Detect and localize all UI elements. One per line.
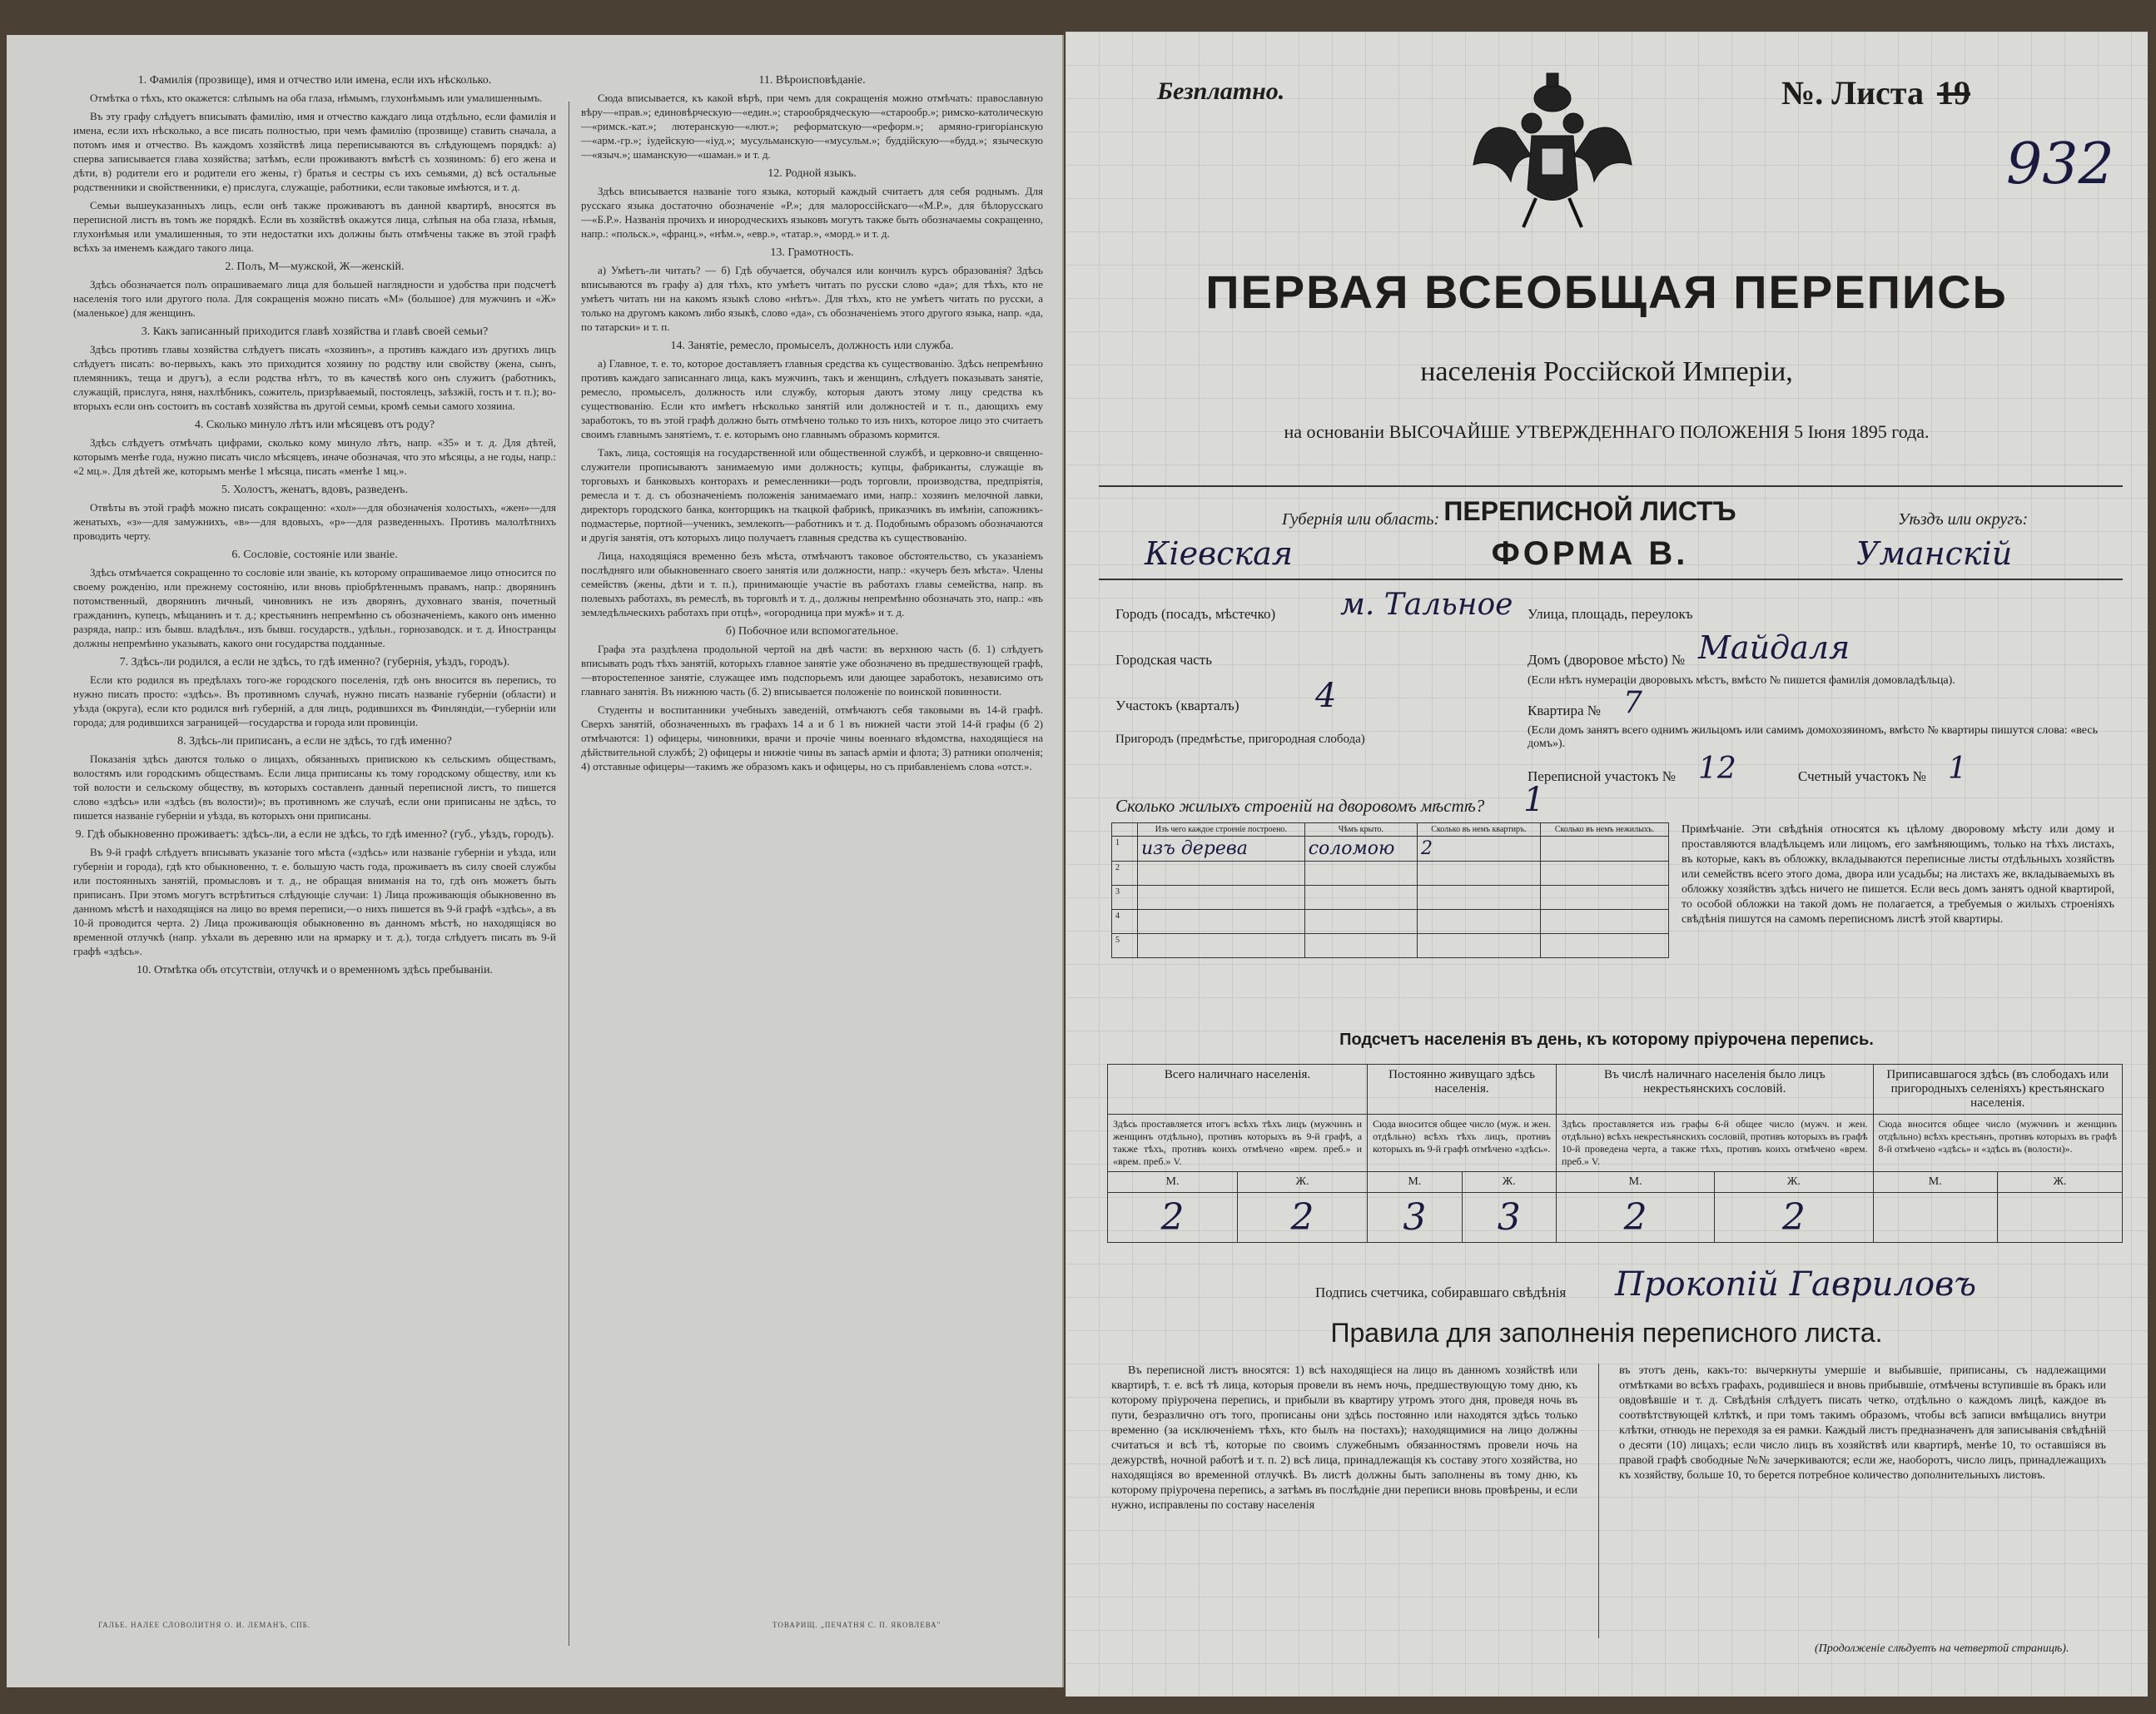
instruction-heading: 6. Сословіе, состояніе или званіе. (231, 549, 398, 561)
uezd-value: Уманскій (1856, 535, 2013, 572)
build-cell-apts (1417, 862, 1540, 886)
city-label: Городъ (посадъ, мѣстечко) (1115, 606, 1276, 622)
left-column-instructions (73, 68, 556, 1633)
instruction-heading: 14. Занятіе, ремесло, промыселъ, должность или служба. (670, 340, 954, 352)
instruction-heading: 5. Холостъ, женатъ, вдовъ, разведенъ. (221, 484, 409, 496)
male-label: М. (1108, 1172, 1238, 1193)
note-text: Примѣчаніе. Эти свѣдѣнія относятся къ цѣлому дворовому мѣсту или дому и проставляются владѣльцемъ или лицомъ, его замѣняющимъ, только на тѣхъ листахъ, въ которые, какъ въ обложку, вкладываются переписные листы отдѣльныхъ хозяйствъ или семействъ всего этого дома, двора или усадьбы; на листахъ же, вкладываемыхъ въ обложку хозяйствъ здѣсь ничего не пишется. Если весь домъ занятъ одной квартирой, то особой обложки на такой домъ не полагается, а требуемыя о жилыхъ строеніяхъ свѣдѣнія пишутся на самомъ переписномъ листѣ этой квартиры. (1682, 823, 2114, 926)
free-label: Безплатно. (1157, 77, 1285, 105)
count-title: Подсчетъ населенія въ день, къ которому пріурочена перепись. (1339, 1031, 1874, 1049)
schetny-uchastok-label: Счетный участокъ № (1798, 768, 1926, 784)
count-col-desc: Здѣсь проставляется изъ графы 6-й общее число (мужч. и жен. отдѣльно) всѣхъ некрестьянскихъ сословій, противъ которыхъ въ графѣ 10-й проведена черта, а также тѣхъ, противъ коихъ отмѣчено «врем. преб.» V. (1557, 1115, 1874, 1172)
handwritten-sheet-number: 932 (2006, 132, 2114, 197)
instruction-heading: 13. Грамотность. (770, 246, 854, 259)
build-cell-apts (1417, 934, 1540, 958)
house-value: Майдаля (1698, 629, 1850, 666)
instruction-heading: 1. Фамилія (прозвище), имя и отчество или имена, если ихъ нѣсколько. (137, 74, 492, 87)
rules-right-text: въ этотъ день, какъ-то: вычеркнуты умершіе и выбывшіе, приписаны, съ надлежащими отмѣтками во всѣхъ графахъ, родившіеся и вновь прибывшіе, отмѣчены вступившіе въ бракъ или овдовѣвшіе и т. д. Свѣдѣнія слѣдуетъ писать четко, отдѣльно о каждомъ лицѣ, каждое въ соотвѣтствующей клѣткѣ, и при томъ такимъ образомъ, чтобы всѣ записи вмѣщались внутри клѣтки, отнюдь не переходя за ея рамки. Каждый листъ предназначенъ для записыванія свѣдѣній о десяти (10) лицахъ; если число лицъ въ хозяйствѣ или квартирѣ, менѣе 10, то оставшіяся въ правой графѣ свободные №№ зачеркиваются; если же, наоборотъ, число лицъ, принадлежащихъ къ хозяйству, больше 10, то берется потребное количество дополнительныхъ листовъ. (1619, 1364, 2106, 1482)
instruction-heading: 8. Здѣсь-ли приписанъ, а если не здѣсь, то гдѣ именно? (177, 735, 452, 748)
build-cell-material (1138, 910, 1305, 934)
count-col-header: Въ числѣ наличнаго населенія было лицъ некрестьянскихъ сословій. (1557, 1065, 1874, 1115)
female-label: Ж. (1997, 1172, 2122, 1193)
sheet-number-crossed: 19 (1936, 74, 1970, 112)
female-count: 3 (1462, 1193, 1556, 1243)
rules-left-text: Въ переписной листъ вносятся: 1) всѣ находящіеся на лицо въ данномъ хозяйствѣ или квартирѣ, т. е. всѣ тѣ лица, которыя провели въ немъ ночь, предшествующую тому дню, къ которому пріурочена перепись, и прибыли въ квартиру утромъ этого дня, проведя ночь въ пути, безразлично отъ того, прописаны они здѣсь постоянно или находятся здѣсь только временно (за исключеніемъ тѣхъ, кто былъ на постахъ); находящимися на лицо должны считаться и всѣ тѣ, которые по своимъ служебнымъ обязанностямъ провели ночь на дежурствѣ, ночной работѣ и т. п. 2) всѣ лица, принадлежащія къ составу этого хозяйства, но находящіяся во временной отлучкѣ. Въ листѣ должны быть заполнены въ тому дню, къ которому пріурочена перепись, а затѣмъ въ послѣдніе дни переписи вновь провѣрены, и если нужно, исправлены по составу населенія (1111, 1364, 1577, 1512)
build-cell-nonres (1541, 886, 1669, 910)
instruction-heading: 9. Гдѣ обыкновенно проживаетъ: здѣсь-ли, а если не здѣсь, то гдѣ именно? (губ., уѣздъ, городъ). (75, 828, 554, 841)
instruction-paragraph: Студенты и воспитанники учебныхъ заведеній, отмѣчаютъ себя таковыми въ 14-й графѣ. Сверхъ занятій, обозначенныхъ въ графахъ 14 а и б 1 въ нижней части этой 14-й графы (б 2) отмѣчаются: 1) офицеры, чиновники, врачи и прочіе чины военнаго вѣдомства, находящіеся на дѣйствительной службѣ; 2) офицеры и нижніе чины въ запасѣ арміи и флота; 3) ратники ополченія; 4) отставные офицеры—такимъ же образомъ какъ и офицеры, но съ прибавленіемъ слова «отст.». (581, 703, 1043, 773)
build-cell-nonres (1541, 862, 1669, 886)
female-count: 2 (1238, 1193, 1368, 1243)
instruction-paragraph: Здѣсь вписывается названіе того языка, который каждый считаетъ для себя роднымъ. Для русскаго языка достаточно обозначеніе «Р.»; для малороссійскаго—«М.Р.», для бѣлорусскаго—«Б.Р.». Названія прочихъ и инородческихъ языковъ могутъ также быть обозначаемы сокращенно, напр.: «польск.», «франц.», «нѣм.», «евр.», «татар.», «морд.» и т. д. (581, 185, 1043, 240)
table-row (1112, 837, 1669, 862)
build-cell-roof: соломою (1304, 837, 1417, 862)
street-label: Улица, площадь, переулокъ (1528, 606, 1693, 622)
male-count (1873, 1193, 1997, 1243)
instruction-paragraph: Здѣсь обозначается полъ опрашиваемаго лица для большей наглядности и удобства при подсчетѣ населенія того или другого пола. Для сокращенія можно писать «М» (большое) для мужчинъ и «Ж» (маленькое) для женщинъ. (73, 278, 556, 319)
build-cell-nonres (1541, 837, 1669, 862)
instruction-paragraph: а) Умѣетъ-ли читать? — б) Гдѣ обучается, обучался или кончилъ курсъ образованія? Здѣсь вписываются въ графу а) для тѣхъ, кто умѣетъ читать по русски слово «да»; для тѣхъ, кто не умѣетъ читать ни на какомъ языкѣ слово «нѣтъ». Для тѣхъ, кто не умѣетъ читать по русски, а только на другомъ какомъ либо языкѣ, слово «да», съ обозначеніемъ этого другого языка, напр. «да, по татарски» и т. п. (581, 264, 1043, 333)
count-col-desc: Здѣсь проставляется итогъ всѣхъ тѣхъ лицъ (мужчинъ и женщинъ отдѣльно), противъ которыхъ въ 9-й графѣ, а также тѣхъ, противъ коихъ отмѣчено «врем. преб.» и «врем. преб.» V. (1108, 1115, 1368, 1172)
house-label: Домъ (дворовое мѣсто) № (1528, 652, 1686, 668)
count-col-header: Постоянно живущаго здѣсь населенія. (1368, 1065, 1557, 1115)
build-cell-material: изъ дерева (1138, 837, 1305, 862)
schetny-uchastok-value: 1 (1948, 752, 1967, 786)
kvartira-value: 7 (1623, 686, 1642, 720)
uchastok-value: 4 (1315, 677, 1337, 715)
instruction-paragraph: Показанія здѣсь даются только о лицахъ, обязанныхъ припискою къ сельскимъ обществамъ, волостямъ или городскимъ обществамъ. Если лица приписаны къ тому городскому обществу, или къ той волости и сельскому обществу, въ которыхъ составленъ данный переписной листъ, то пишется слово «здѣсь» или «здѣсь (въ волости)»; въ противномъ же случаѣ, если они приписаны не здѣсь, то пишется названіе губерніи и уѣзда, въ которыхъ они приписаны. (73, 753, 556, 822)
perepisnoy-uchastok-label: Переписной участокъ № (1528, 768, 1676, 784)
census-title: ПЕРВАЯ ВСЕОБЩАЯ ПЕРЕПИСЬ (1205, 266, 2008, 318)
build-col-header: Сколько въ немъ нежилыхъ. (1541, 823, 1669, 837)
count-col-header: Всего наличнаго населенія. (1108, 1065, 1368, 1115)
build-cell-nonres (1541, 910, 1669, 934)
buildings-table (1111, 822, 1669, 958)
population-count-table (1107, 1064, 2123, 1243)
rules-title: Правила для заполненія переписного листа. (1330, 1318, 1883, 1348)
guberniya-value: Кіевская (1145, 535, 1293, 572)
rules-continue: (Продолженіе слѣдуетъ на четвертой страницѣ). (1815, 1642, 2069, 1655)
build-cell-material (1138, 934, 1305, 958)
rules-divider (1598, 1364, 1599, 1638)
imprint-left: ГАЛЬЕ. НАЛЕЕ СЛОВОЛИТНЯ О. И. ЛЕМАНЪ, СПБ. (98, 1621, 311, 1629)
count-col-desc: Сюда вносится общее число (мужчинъ и женщинъ отдѣльно) всѣхъ крестьянъ, противъ которыхъ въ графѣ 8-й отмѣчено «здѣсь» и «здѣсь въ (волости)». (1873, 1115, 2122, 1172)
build-cell-n: 2 (1112, 862, 1138, 886)
instruction-paragraph: Здѣсь слѣдуетъ отмѣчать цифрами, сколько кому минуло лѣтъ, напр. «35» и т. д. Для дѣтей, которымъ менѣе года, нужно писать число мѣсяцевъ, иначе обозначая, что это мѣсяцы, а не годы, напр.: «2 мц.». Для дѣтей же, которымъ менѣе 1 мѣсяца, писать «менѣе 1 мц.». (73, 436, 556, 477)
house-note: (Если нѣтъ нумераціи дворовыхъ мѣстъ, вмѣсто № пишется фамилія домовладѣльца). (1528, 674, 1955, 687)
female-label: Ж. (1238, 1172, 1368, 1193)
buildings-value: 1 (1523, 781, 1545, 819)
build-cell-roof (1304, 862, 1417, 886)
instruction-heading: 4. Сколько минуло лѣтъ или мѣсяцевъ отъ роду? (194, 419, 435, 431)
instruction-paragraph: Въ 9-й графѣ слѣдуетъ вписывать указаніе того мѣста («здѣсь» или названіе губерніи и уѣзда, или губерніи и города), гдѣ кто обыкновенно, т. е. большую часть года, проживаетъ въ силу своей службы или постоянныхъ занятій, промысловъ и т. д., не обращая вниманія на то, гдѣ онъ можетъ быть приписанъ. При этомъ могутъ встрѣтиться слѣдующіе случаи: 1) Лица проживающія обыкновенно въ данномъ мѣстѣ и находящіяся на лицо во время переписи,—о нихъ пишется въ 9-й графѣ «здѣсь», а въ 10-й проводится черта. 2) Лица проживающія обыкновенно въ данномъ мѣстѣ, но находящіяся во временной отлучкѣ (напр. уѣхали въ деревню или на ярмарку и т. д.), тогда слѣдуетъ писать въ 9-й графѣ «здѣсь». (73, 846, 556, 957)
instruction-paragraph: Семьи вышеуказанныхъ лицъ, если онѣ также проживаютъ въ данной квартирѣ, вносятся въ переписной листъ въ томъ же порядкѣ. Если въ хозяйствѣ окажутся лица, слѣпыя на оба глаза, нѣмыя, глухонѣмыя или умалишенныя, то эти недостатки ихъ должны быть отмѣчены также въ этой графѣ всѣхъ за именемъ каждаго такого лица. (73, 199, 556, 254)
build-cell-material (1138, 862, 1305, 886)
form-title: ПЕРЕПИСНОЙ ЛИСТЪ (1443, 496, 1736, 526)
build-cell-apts (1417, 910, 1540, 934)
city-value: м. Тальное (1340, 588, 1513, 622)
female-label: Ж. (1462, 1172, 1556, 1193)
table-row (1112, 862, 1669, 886)
city-part-label: Городская часть (1115, 652, 1212, 668)
guberniya-label: Губернія или область: (1282, 510, 1440, 529)
instruction-paragraph: Отмѣтка о тѣхъ, кто окажется: слѣпымъ на оба глаза, нѣмымъ, глухонѣмымъ или умалишеннымъ. (90, 92, 543, 104)
instruction-heading: 10. Отмѣтка объ отсутствіи, отлучкѣ и о временномъ здѣсь пребываніи. (137, 964, 493, 976)
build-col-header: Изъ чего каждое строеніе построено. (1138, 823, 1305, 837)
build-cell-apts (1417, 886, 1540, 910)
female-count (1997, 1193, 2122, 1243)
instruction-heading: 3. Какъ записанный приходится главѣ хозяйства и главѣ своей семьи? (141, 325, 489, 338)
imprint-right: ТОВАРИЩ. „ПЕЧАТНЯ С. П. ЯКОВЛЕВА" (772, 1621, 941, 1629)
build-cell-nonres (1541, 934, 1669, 958)
instruction-paragraph: Отвѣты въ этой графѣ можно писать сокращенно: «хол»—для обозначенія холостыхъ, «жен»—для женатыхъ, «з»—для замужнихъ, «в»—для вдовыхъ, «р»—для разведенныхъ. Противъ малолѣтнихъ проводить черту. (73, 501, 556, 542)
buildings-label: Сколько жилыхъ строеній на дворовомъ мѣстѣ? (1115, 796, 1485, 816)
sheet-number-label-text: №. Листа (1781, 74, 1924, 112)
form-letter: ФОРМА В. (1491, 535, 1689, 572)
build-cell-material (1138, 886, 1305, 910)
female-label: Ж. (1715, 1172, 1873, 1193)
instruction-paragraph: а) Главное, т. е. то, которое доставляетъ главныя средства къ существованію. Здѣсь непремѣнно противъ каждаго записаннаго лица, какъ мужчинъ, такъ и женщинъ, слѣдуетъ показывать занятіе, ремесло, промыселъ, должность или службу, которыя даютъ этому лицу средства къ существованію. Если кто имѣетъ нѣсколько занятій или должностей и т. п., дающихъ ему заработокъ, то въ этой графѣ должно быть отмѣчено только то изъ нихъ, которое лицо это считаетъ своимъ главнымъ занятіемъ, т. е. которымъ оно главнымъ образомъ кормится. (581, 357, 1043, 440)
build-cell-roof (1304, 934, 1417, 958)
kvartira-note: (Если домъ занятъ всего однимъ жильцомъ или самимъ домохозяиномъ, вмѣсто № квартиры пишутся слова: «весь домъ»). (1528, 724, 2098, 750)
kvartira-label: Квартира № (1528, 703, 1602, 718)
male-label: М. (1873, 1172, 1997, 1193)
build-col-header: Чѣмъ крыто. (1304, 823, 1417, 837)
female-count: 2 (1715, 1193, 1873, 1243)
build-cell-n: 4 (1112, 910, 1138, 934)
right-column-instructions (581, 68, 1043, 1633)
imperial-eagle-emblem (1465, 65, 1640, 231)
male-label: М. (1368, 1172, 1462, 1193)
male-count: 2 (1108, 1193, 1238, 1243)
census-basis: на основаніи ВЫСОЧАЙШЕ УТВЕРЖДЕННАГО ПОЛОЖЕНІЯ 5 Іюня 1895 года. (1284, 421, 1930, 442)
instruction-heading: 2. Полъ, М—мужской, Ж—женскій. (225, 261, 405, 273)
sheet-number-label (1781, 73, 1970, 112)
uezd-label: Уѣздъ или округъ: (1898, 510, 2029, 529)
table-row (1112, 934, 1669, 958)
perepisnoy-uchastok-value: 12 (1698, 752, 1736, 786)
instruction-heading: 12. Родной языкъ. (768, 167, 857, 180)
instruction-paragraph: Такъ, лица, состоящія на государственной или общественной службѣ, и церковно-и священно-служители прописываютъ занимаемую ими должность; купцы, фабриканты, служащіе въ торговыхъ и банковыхъ конторахъ и ремесленники—родъ торговли, производства, предпріятія, ремесла и т. д. съ обозначеніемъ положенія занимаемаго ими, напр.: хозяинъ мелочной лавки, директоръ городского банка, конторщикъ на ткацкой фабрикѣ, приказчикъ въ имѣніи, сапожникъ-подмастерье, портной—ученикъ, землекопъ—работникъ и т. д. Подобнымъ образомъ обозначаются и другія занятія, отъ которыхъ лицо получаетъ главныя средства къ существованію. (581, 446, 1043, 544)
instruction-heading: 7. Здѣсь-ли родился, а если не здѣсь, то гдѣ именно? (губернія, уѣздъ, городъ). (119, 656, 510, 668)
build-cell-n: 1 (1112, 837, 1138, 862)
instruction-paragraph: Сюда вписывается, къ какой вѣрѣ, при чемъ для сокращенія можно отмѣчать: православную вѣру—«прав.»; единовѣрческую—«един.»; старообрядческую—«старообр.»; римско-католическую—«римск.-кат.»; лютеранскую—«лют.»; реформатскую—«реформ.»; армяно-григоріанскую—«арм.-гр.»; іудейскую—«іуд.»; мусульманскую—«мусульм.»; буддійскую—«будд.»; языческую—«языч.»; шаманскую—«шаман.» и т. д. (581, 92, 1043, 161)
signature-label: Подпись счетчика, собиравшаго свѣдѣнія (1315, 1284, 1567, 1300)
count-col-header: Приписавшагося здѣсь (въ слободахъ или пригородныхъ селеніяхъ) крестьянскаго населенія. (1873, 1065, 2122, 1115)
male-count: 3 (1368, 1193, 1462, 1243)
male-count: 2 (1557, 1193, 1715, 1243)
build-cell-apts: 2 (1417, 837, 1540, 862)
build-col-header: Сколько въ немъ квартиръ. (1417, 823, 1540, 837)
instruction-paragraph: Въ эту графу слѣдуетъ вписывать фамилію, имя и отчество каждаго лица отдѣльно, если фамилія и имена, если ихъ нѣсколько, а все писать полностью, при чемъ фамилію (прозвище) ставить сначала, а потомъ имя и отчество. Въ каждомъ хозяйствѣ лица переписываются въ слѣдующемъ порядкѣ: а) сперва записывается глава хозяйства; затѣмъ, если проживаютъ вмѣстѣ съ хозяиномъ: б) его жена и дѣти, в) родители его и родители его жены, г) братья и сестры съ ихъ семьями, д) всѣ остальные родственники и свойственники, е) прислуга, служащіе, работники, если таковые имѣются, и т. д. (73, 110, 556, 193)
instruction-paragraph: Здѣсь противъ главы хозяйства слѣдуетъ писать «хозяинъ», а противъ каждаго изъ другихъ лицъ слѣдуетъ писать: во-первыхъ, какъ это приходится хозяину по родству или свойству (жена, сынъ, племянникъ, теща и другъ), а если родства нѣтъ, то въ качествѣ кого онъ служитъ (работникъ, служащій, прислуга, няня, нахлѣбникъ, сожитель, призрѣваемый, постоялецъ, заѣзжій, гость и т. п.); во-вторыхъ если онъ состоитъ въ составѣ хозяйства въ другой семьи, кромѣ семьи самого хозяина. (73, 343, 556, 412)
instruction-paragraph: Если кто родился въ предѣлахъ того-же городского поселенія, гдѣ онъ вносится въ перепись, то нужно писать просто: «здѣсь». Въ противномъ случаѣ, нужно писать названіе губерніи (области) и уѣзда (округа), если кто родился внѣ губерній, а для лицъ, родившихся въ Финляндіи,—губерніи или города; для родившихся заграницей—государства и города или провинціи. (73, 673, 556, 728)
prigorod-label: Пригородъ (предмѣстье, пригородная слобода) (1115, 733, 1365, 746)
signature-value: Прокопій Гавриловъ (1615, 1265, 1977, 1304)
build-cell-roof (1304, 886, 1417, 910)
instruction-heading: 11. Вѣроисповѣданіе. (758, 74, 866, 87)
instruction-paragraph: Здѣсь отмѣчается сокращенно то сословіе или званіе, къ которому опрашиваемое лицо относится по своему рожденію, или прежнему состоянію, или вновь пріобрѣтеннымъ правамъ, напр.: дворянинъ потомственный, дворянинъ личный, чиновникъ не изъ дворянъ, духовнаго званія, почетный гражданинъ, купецъ, мѣщанинъ и т. д.; крестьянинъ непремѣнно съ обозначеніемъ, какого онъ именно разряда, напр.: изъ бывш. владѣльч., изъ бывш. государств., удѣльн., горнозаводск. и т. д. Иностранцы должны непремѣнно указывать, какого они государства подданные. (73, 566, 556, 649)
build-cell-roof (1304, 910, 1417, 934)
left-page (7, 35, 1064, 1687)
uchastok-label: Участокъ (кварталъ) (1115, 698, 1239, 713)
build-cell-n: 3 (1112, 886, 1138, 910)
right-page (1066, 32, 2148, 1697)
instruction-paragraph: Лица, находящіяся временно безъ мѣста, отмѣчаютъ таковое обстоятельство, съ указаніемъ послѣдняго или обыкновеннаго своего занятія или должности, напр.: «кучеръ безъ мѣста». Члены семействъ (жены, дѣти и т. п.), принимающіе участіе въ работахъ главы семейства, напр. въ полевыхъ работахъ, въ ремеслѣ, въ торговлѣ и т. д., должны непремѣнно обозначать это, напр.: «въ земледѣльческихъ работахъ при отцѣ», «огородница при мужѣ» и т. д. (581, 549, 1043, 619)
build-cell-n: 5 (1112, 934, 1138, 958)
census-subtitle: населенія Россійской Имперіи, (1420, 356, 1793, 387)
count-col-desc: Сюда вносится общее число (муж. и жен. отдѣльно) всѣхъ тѣхъ лицъ, противъ которыхъ въ 9-й графѣ отмѣчено «здѣсь». (1368, 1115, 1557, 1172)
male-label: М. (1557, 1172, 1715, 1193)
instruction-paragraph: Графа эта раздѣлена продольной чертой на двѣ части: въ верхнюю часть (б. 1) слѣдуетъ вписывать родъ тѣхъ занятій, которыхъ главное занятіе уже обозначено въ предшествующей графѣ,—второстепенное занятіе, служащее имъ подспорьемъ или дающее заработокъ, независимо отъ главнаго занятія. Въ нижнюю часть (б. 2) вписывается положеніе по воинской повинности. (581, 643, 1043, 698)
instruction-heading: б) Побочное или вспомогательное. (725, 625, 899, 638)
build-col-header (1112, 823, 1138, 837)
table-row (1112, 886, 1669, 910)
table-row (1112, 910, 1669, 934)
